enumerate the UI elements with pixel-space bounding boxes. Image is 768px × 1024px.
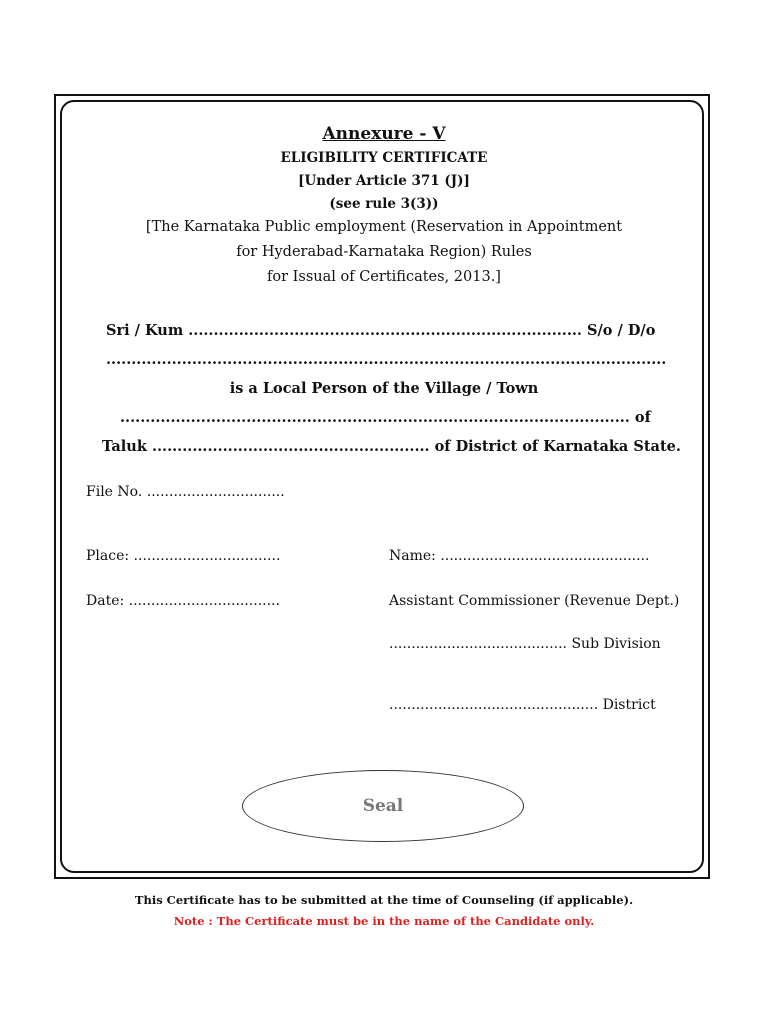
sub-division-field: ........................................ Sub Division: [389, 636, 661, 652]
seal-placeholder: [242, 770, 524, 842]
district-field: ............................................... District: [389, 697, 656, 713]
place-field: Place: .................................: [86, 548, 281, 564]
submission-note: This Certificate has to be submitted at the time of Counseling (if applicable).: [134, 893, 634, 907]
name-relation-line: Sri / Kum .............................................................................. S/o / D/o: [106, 322, 656, 339]
certificate-title: ELIGIBILITY CERTIFICATE: [280, 150, 488, 166]
parent-name-line: ...............................................................................................................: [106, 351, 667, 368]
date-field: Date: ..................................: [86, 593, 280, 609]
rule-reference: (see rule 3(3)): [329, 196, 439, 212]
local-person-statement: is a Local Person of the Village / Town: [229, 380, 539, 397]
village-town-line: ..................................................................................................... of: [120, 409, 651, 426]
taluk-district-line: Taluk ....................................................... of District of Karnataka State.: [102, 438, 681, 455]
rules-line-1: [The Karnataka Public employment (Reservation in Appointment: [145, 219, 623, 235]
annexure-heading: Annexure - V: [322, 124, 446, 144]
article-reference: [Under Article 371 (J)]: [298, 173, 470, 189]
file-number-field: File No. ...............................: [86, 484, 285, 500]
candidate-name-note: Note : The Certificate must be in the name of the Candidate only.: [173, 914, 595, 928]
seal-label: Seal: [362, 796, 404, 816]
officer-name-field: Name: ...............................................: [389, 548, 650, 564]
rules-line-3: for Issual of Certificates, 2013.]: [267, 269, 501, 285]
rules-line-2: for Hyderabad-Karnataka Region) Rules: [236, 244, 532, 260]
officer-designation: Assistant Commissioner (Revenue Dept.): [389, 593, 680, 609]
